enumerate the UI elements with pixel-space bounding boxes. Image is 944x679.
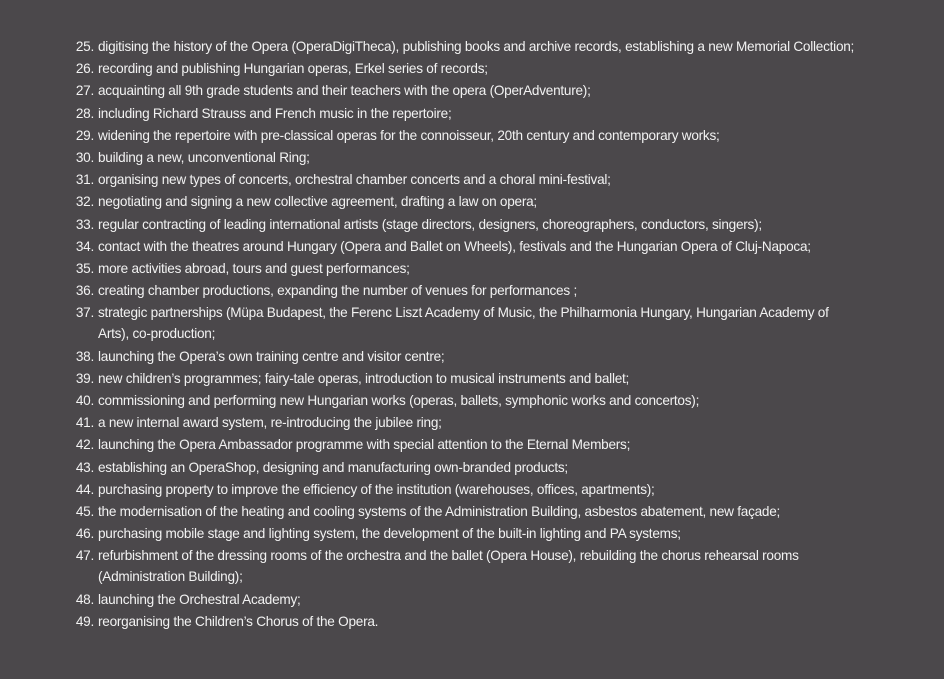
item-text: widening the repertoire with pre-classical operas for the connoisseur, 20th century and contemporary works; [98,127,720,143]
item-number: 47. [75,548,94,564]
item-text: digitising the history of the Opera (OperaDigiTheca), publishing books and archive records, establishing a new Memorial Collection; [98,39,855,54]
list-item [64,169,904,191]
item-text: recording and publishing Hungarian operas, Erkel series of records; [98,61,488,77]
list-item [64,280,904,302]
item-number: 30. [75,150,94,166]
item-number: 36. [75,283,94,299]
list-item [64,412,904,434]
item-text: building a new, unconventional Ring; [98,150,310,166]
item-number: 48. [75,591,94,607]
item-number: 34. [75,238,94,254]
item-text: establishing an OperaShop, designing and manufacturing own-branded products; [98,459,568,475]
item-number: 33. [75,216,94,232]
item-number: 49. [75,613,94,629]
list-item [64,434,904,456]
item-text: purchasing property to improve the efficiency of the institution (warehouses, offices, apartments); [98,481,655,497]
list-item [64,191,904,213]
item-text: strategic partnerships (Müpa Budapest, the Ferenc Liszt Academy of Music, the Philharmonia Hungary, Hungarian Academy of Arts), co-production; [98,305,829,342]
numbered-list [64,36,904,633]
item-text: the modernisation of the heating and cooling systems of the Administration Building, asbestos abatement, new façade; [98,504,781,520]
item-number: 38. [75,348,94,364]
item-number: 45. [75,504,94,520]
item-text: contact with the theatres around Hungary (Opera and Ballet on Wheels), festivals and the Hungarian Opera of Cluj-Napoca; [98,238,811,254]
item-text: launching the Orchestral Academy; [98,591,301,607]
item-number: 32. [75,194,94,210]
item-text: regular contracting of leading international artists (stage directors, designers, choreographers, conductors, singers); [98,216,762,232]
item-text: acquainting all 9th grade students and their teachers with the opera (OperAdventure); [98,83,591,99]
list-item [64,58,904,80]
item-text: commissioning and performing new Hungarian works (operas, ballets, symphonic works and concertos); [98,393,700,409]
list-item [64,103,904,125]
item-text: launching the Opera Ambassador programme with special attention to the Eternal Members; [98,437,631,453]
item-number: 28. [75,105,94,121]
list-item [64,611,904,633]
list-item [64,125,904,147]
item-text: launching the Opera’s own training centre and visitor centre; [98,348,445,364]
item-number: 40. [75,393,94,409]
item-text: reorganising the Children’s Chorus of the Opera. [98,613,379,629]
list-item [64,36,904,58]
list-item [64,523,904,545]
list-item [64,258,904,280]
list-item [64,214,904,236]
list-item [64,147,904,169]
item-text: new children’s programmes; fairy-tale operas, introduction to musical instruments and ballet; [98,370,630,386]
list-item [64,457,904,479]
list-item [64,368,904,390]
item-text: more activities abroad, tours and guest performances; [98,261,410,277]
item-number: 43. [75,459,94,475]
item-number: 41. [75,415,94,431]
item-number: 31. [75,172,94,188]
item-text: including Richard Strauss and French music in the repertoire; [98,105,452,121]
item-number: 29. [75,127,94,143]
item-number: 46. [75,526,94,542]
item-number: 42. [75,437,94,453]
item-text: negotiating and signing a new collective agreement, drafting a law on opera; [98,194,537,210]
item-text: organising new types of concerts, orchestral chamber concerts and a choral mini-festival; [98,172,611,188]
list-item [64,346,904,368]
item-number: 44. [75,481,94,497]
list-item [64,236,904,258]
list-item [64,390,904,412]
item-text: refurbishment of the dressing rooms of the orchestra and the ballet (Opera House), rebuilding the chorus rehearsal rooms (Administration Building); [98,548,799,585]
list-item [64,479,904,501]
list-item [64,589,904,611]
list-item [64,545,904,587]
list-item [64,302,904,344]
item-number: 35. [75,261,94,277]
item-text: purchasing mobile stage and lighting system, the development of the built-in lighting and PA systems; [98,526,681,542]
list-item [64,501,904,523]
list-item [64,80,904,102]
item-number: 25. [75,39,94,54]
item-number: 27. [75,83,94,99]
item-text: a new internal award system, re-introducing the jubilee ring; [98,415,442,431]
item-number: 39. [75,370,94,386]
item-number: 26. [75,61,94,77]
item-number: 37. [75,305,94,321]
item-text: creating chamber productions, expanding the number of venues for performances ; [98,283,577,299]
